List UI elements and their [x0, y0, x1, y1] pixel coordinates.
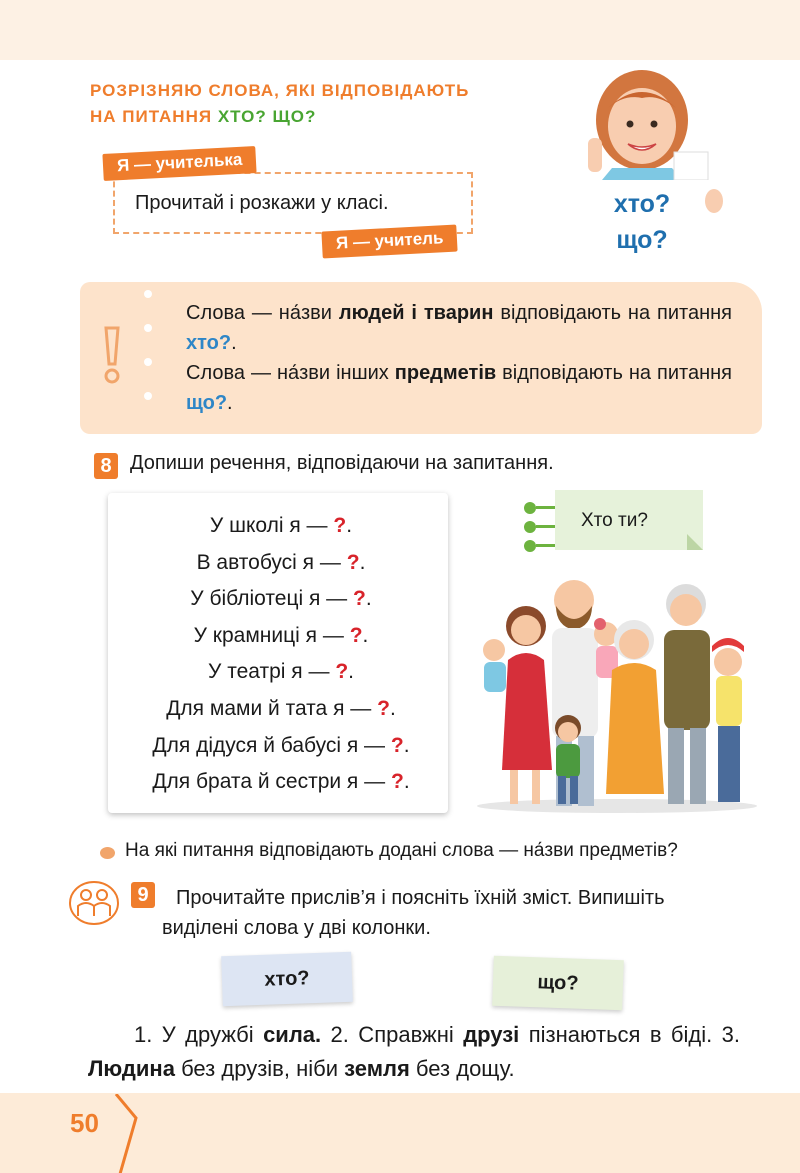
tag-teacher-male: Я — учитель	[321, 224, 458, 258]
sentences-list	[112, 508, 450, 801]
task-8-text: Допиши речення, відповідаючи на запитання.	[130, 452, 554, 474]
pair-work-icon	[68, 880, 120, 926]
rule-text-part: відповідають на питання	[493, 302, 732, 324]
heading-line-2	[90, 104, 560, 130]
rule-text-part: .	[227, 392, 233, 414]
sentence-end: .	[348, 660, 354, 684]
girl-illustration	[562, 68, 712, 180]
question-bullet	[100, 847, 115, 859]
proverb-text: 2. Справжні	[321, 1022, 464, 1047]
sentence-end: .	[389, 696, 396, 720]
note-who-are-you	[555, 490, 703, 550]
sentence-line	[112, 654, 450, 691]
task-9-text	[162, 883, 740, 943]
sentence-text: У крамниці я —	[193, 623, 350, 647]
question-text: На які питання відповідають додані слова — на́зви предметів?	[125, 840, 678, 861]
sentence-qmark: ?	[333, 514, 347, 537]
column-who-box: хто?	[221, 952, 353, 1007]
list-bullets-icon	[522, 500, 558, 554]
sentence-line	[112, 581, 450, 618]
rule-text	[186, 298, 732, 418]
who-what-label	[586, 186, 698, 258]
sentence-text: Для дідуся й бабусі я —	[152, 733, 391, 757]
who-label: хто?	[613, 190, 671, 218]
proverb-word-earth: земля	[344, 1056, 410, 1081]
family-illustration	[472, 570, 762, 815]
rule-paragraph-1	[186, 298, 732, 358]
task-9-line-1: Прочитайте прислів’я і поясніть їхній зміст. Випишіть	[176, 887, 665, 909]
note-fold	[687, 534, 703, 550]
heading-prefix: НА ПИТАННЯ	[90, 107, 218, 126]
sentence-qmark: ?	[349, 623, 363, 647]
instruction-text: Прочитай і розкажи у класі.	[135, 192, 389, 214]
page-corner-decoration	[112, 1094, 142, 1173]
sentence-line	[112, 545, 450, 582]
sentence-qmark: ?	[390, 733, 404, 757]
rule-text-part: Слова — на́зви	[186, 302, 339, 324]
proverbs-text	[88, 1018, 740, 1086]
sentence-qmark: ?	[335, 660, 349, 684]
rule-box	[80, 282, 762, 434]
proverb-word-person: Людина	[88, 1056, 175, 1081]
sentence-line	[112, 618, 450, 655]
proverb-text: без друзів, ніби	[174, 1056, 345, 1081]
sentence-end: .	[359, 550, 366, 574]
proverb-text: без дощу.	[409, 1056, 515, 1081]
top-band	[0, 0, 800, 60]
sentence-line	[112, 728, 450, 765]
hand-icon	[700, 186, 728, 216]
sentence-end: .	[403, 733, 410, 757]
sentence-qmark: ?	[353, 587, 366, 611]
sentence-end: .	[362, 623, 369, 647]
sentence-text: У школі я —	[209, 514, 334, 537]
proverb-text: пізнаються в біді. 3.	[519, 1022, 741, 1047]
sentence-text: Для брата й сестри я —	[152, 770, 391, 794]
sentence-end: .	[365, 587, 372, 611]
sentence-text: Для мами й тата я —	[166, 696, 378, 720]
proverb-text: 1. У дружбі	[134, 1022, 264, 1047]
section-heading	[90, 78, 560, 130]
sentence-qmark: ?	[377, 696, 390, 720]
column-what-box: що?	[492, 956, 624, 1011]
task-number-8: 8	[94, 453, 118, 479]
what-label: що?	[616, 226, 668, 254]
page-number: 50	[70, 1108, 99, 1138]
sentence-text: У театрі я —	[208, 660, 336, 684]
heading-what: ЩО?	[272, 107, 317, 126]
rule-paragraph-2	[186, 358, 732, 418]
rule-question-what: що?	[186, 392, 228, 414]
sentence-line	[112, 691, 450, 728]
heading-line-1: РОЗРІЗНЯЮ СЛОВА, ЯКІ ВІДПОВІДАЮТЬ	[90, 81, 470, 100]
task-9-line-2: виділені слова у дві колонки.	[162, 917, 431, 939]
sentence-end: .	[403, 770, 410, 794]
sentence-line	[112, 764, 450, 801]
note-text: Хто ти?	[581, 510, 648, 531]
sentence-qmark: ?	[346, 550, 360, 574]
heading-who: ХТО?	[217, 107, 267, 126]
task-number-9: 9	[131, 882, 155, 908]
rule-text-part: .	[231, 332, 237, 354]
rule-text-part: Слова — на́зви інших	[186, 362, 395, 384]
sentence-line	[112, 508, 450, 545]
rule-question-who: хто?	[186, 332, 232, 354]
sentence-qmark: ?	[390, 770, 404, 794]
dots-decoration	[142, 288, 154, 428]
rule-bold-objects: предметів	[394, 362, 497, 384]
rule-text-part: відповідають на питання	[496, 362, 732, 384]
proverb-word-strength: сила.	[263, 1022, 322, 1047]
sentence-text: В автобусі я —	[196, 550, 347, 574]
sentence-text: У бібліотеці я —	[190, 587, 354, 611]
instruction-box	[113, 172, 473, 234]
proverb-word-friends: друзі	[463, 1022, 520, 1047]
sentence-end: .	[346, 514, 353, 537]
rule-bold-people: людей і тварин	[338, 302, 494, 324]
tag-teacher-female: Я — учителька	[102, 146, 257, 181]
exclamation-icon	[100, 326, 124, 386]
